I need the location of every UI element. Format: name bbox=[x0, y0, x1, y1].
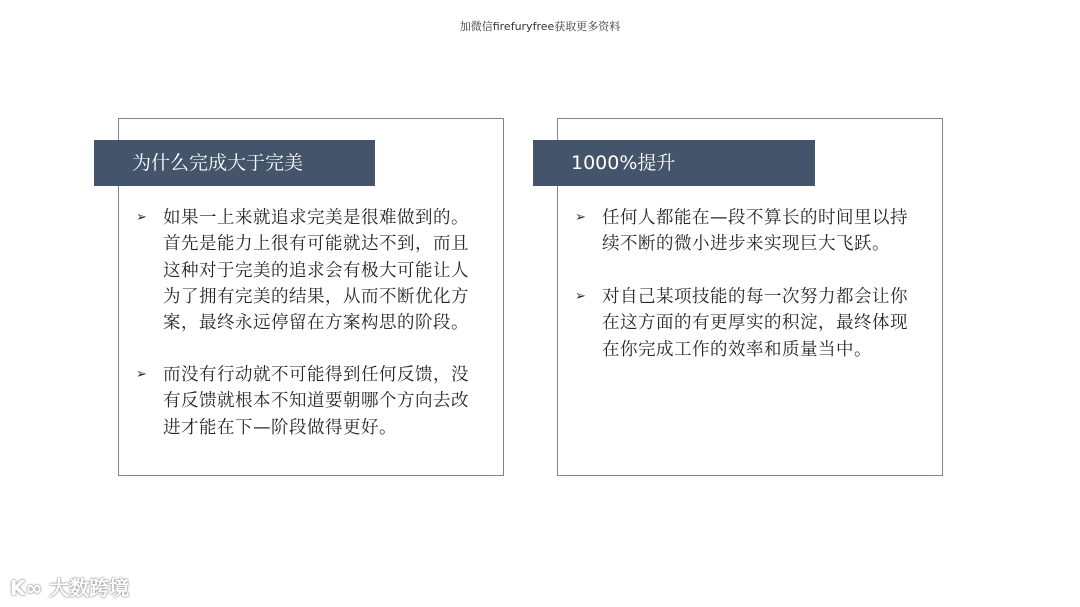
text-line: 续不断的微小进步来实现巨大飞跃。 bbox=[602, 234, 890, 255]
right-bullet-2 bbox=[575, 284, 908, 363]
text-line: 任何人都能在—段不算长的时间里以持 bbox=[602, 208, 908, 228]
text-line: 如果一上来就追求完美是很难做到的。 bbox=[163, 208, 469, 228]
text-line: 对自己某项技能的每一次努力都会让你 bbox=[602, 287, 908, 307]
arrow-bullet-icon: ➢ bbox=[136, 367, 148, 382]
text-line: 进才能在下—阶段做得更好。 bbox=[163, 417, 397, 438]
text-line: 这种对于完美的追求会有极大可能让人 bbox=[163, 260, 469, 281]
text-line: 在你完成工作的效率和质量当中。 bbox=[602, 339, 872, 360]
left-bullet-2 bbox=[136, 362, 469, 441]
left-bullet-1 bbox=[136, 205, 469, 336]
logo-icon: K∞ bbox=[10, 576, 50, 600]
right-bullet-1 bbox=[575, 205, 908, 258]
text-line: 有反馈就根本不知道要朝哪个方向去改 bbox=[163, 391, 469, 412]
arrow-bullet-icon: ➢ bbox=[136, 210, 148, 225]
header-note: 加微信firefuryfree获取更多资料 bbox=[459, 20, 621, 33]
text-line: 为了拥有完美的结果，从而不断优化方 bbox=[163, 286, 469, 307]
text-line: 案，最终永远停留在方案构思的阶段。 bbox=[163, 313, 469, 334]
arrow-bullet-icon: ➢ bbox=[575, 210, 587, 225]
right-card-title: 1000%提升 bbox=[533, 140, 815, 186]
text-line: 在这方面的有更厚实的积淀，最终体现 bbox=[602, 313, 908, 334]
text-line: 而没有行动就不可能得到任何反馈，没 bbox=[163, 365, 469, 385]
arrow-bullet-icon: ➢ bbox=[575, 289, 587, 304]
text-line: 首先是能力上很有可能就达不到，而且 bbox=[163, 234, 469, 255]
watermark-text: 大数跨境 bbox=[49, 576, 130, 600]
left-card-title: 为什么完成大于完美 bbox=[94, 140, 375, 186]
watermark-logo bbox=[10, 572, 129, 601]
